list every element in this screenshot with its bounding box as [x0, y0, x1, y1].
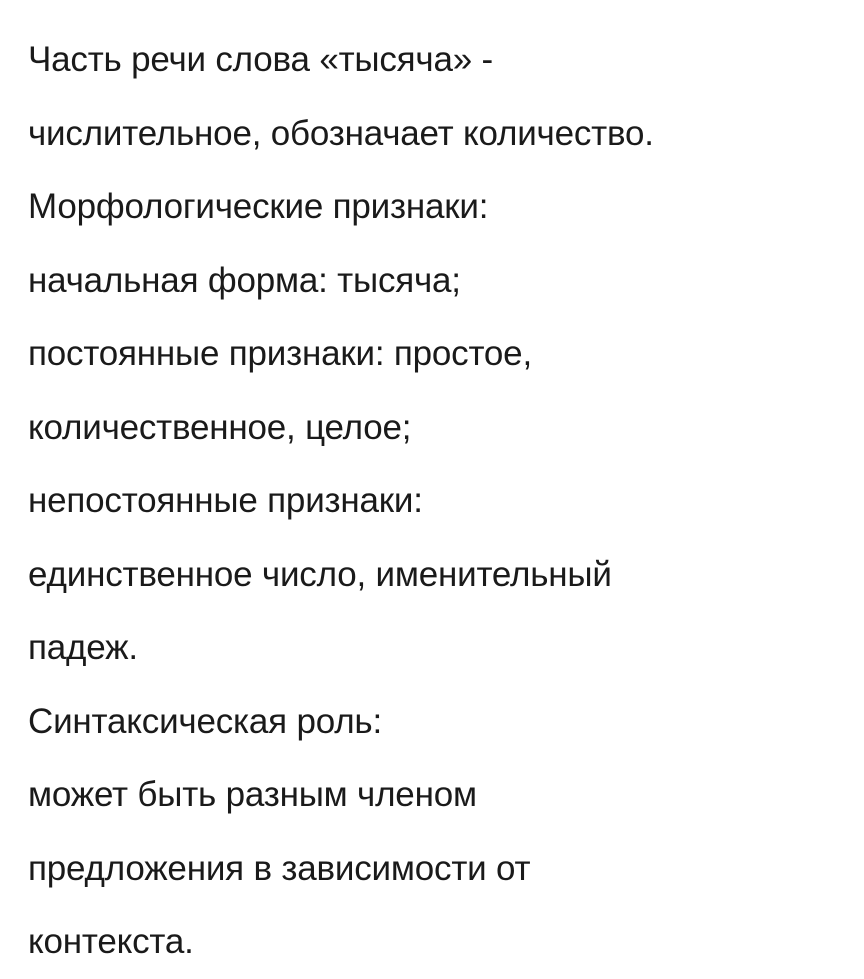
text-line-syntax-heading: Синтаксическая роль: — [28, 701, 382, 741]
text-line-syntax-role-cont: предложения в зависимости от — [28, 848, 531, 888]
text-line-number-case: единственное число, именительный — [28, 554, 612, 594]
text-line-context: контекста. — [28, 922, 194, 961]
text-line-part-of-speech: Часть речи слова «тысяча» - — [28, 40, 493, 79]
text-line-case-cont: падеж. — [28, 628, 138, 667]
text-line-syntax-role: может быть разным членом — [28, 775, 477, 814]
text-line-numeral: числительное, обозначает количество. — [28, 113, 654, 153]
text-line-constant-features-cont: количественное, целое; — [28, 407, 412, 447]
text-line-constant-features: постоянные признаки: простое, — [28, 334, 532, 373]
text-line-morphology-heading: Морфологические признаки: — [28, 187, 489, 226]
text-line-initial-form: начальная форма: тысяча; — [28, 260, 461, 300]
text-line-variable-features: непостоянные признаки: — [28, 481, 423, 520]
